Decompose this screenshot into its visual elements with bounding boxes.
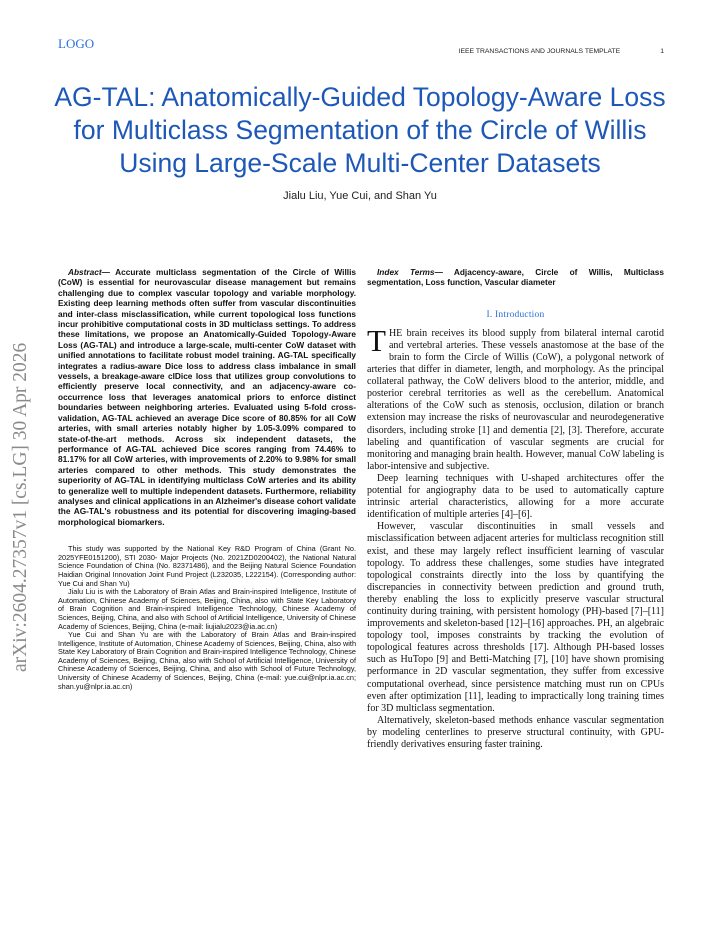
paragraph: Deep learning techniques with U-shaped architectures offer the potential for angiography data to be used to automatically capture intrinsic arterial characteristics, allowing for a more accurate identification of multiple arteries [4]–[6]. — [367, 472, 664, 521]
footnote-affiliation: Yue Cui and Shan Yu are with the Laboratory of Brain Atlas and Brain-inspired Intelligence, Institute of Automation, Chinese Academy of Sciences, Beijing, China, also with State Key Laboratory of Brain Cognition and Brain-inspired Intelligence Technology, Chinese Academy of Sciences, Beijing, China, also with School of Artificial Intelligence, University of Chinese Academy of Sciences, Beijing, China, and also with School of Future Technology, University of Chinese Academy of Sciences, Beijing, China (e-mail: yue.cui@nlpr.ia.ac.cn; shan.yu@nlpr.ia.ac.cn) — [58, 630, 356, 691]
author-list: Jialu Liu, Yue Cui, and Shan Yu — [283, 190, 437, 202]
footnotes — [58, 545, 356, 691]
paragraph-text: HE brain receives its blood supply from bilateral internal carotid and vertebral arteries. These vessels anastomose at the base of the brain to form the Circle of Willis (CoW), a polygonal network of arteries that differ in diameter, length, and morphology. As the principal collateral pathway, the CoW delivers blood to the anterior, middle, and posterior cerebral territories as well as the cerebellum. Anatomical alterations of the CoW such as stenosis, occlusion, dilation or branch extension may increase the risks of neurovascular and neurodegenerative disorders, including stroke [1] and dementia [2], [3]. Therefore, accurate labeling and quantification of vascular segments are crucial for monitoring and managing brain health. However, manual CoW labeling is labor-intensive and subjective. — [367, 327, 664, 472]
running-header — [459, 48, 664, 55]
abstract — [58, 267, 356, 527]
paper-title: AG-TAL: Anatomically-Guided Topology-Aware Loss for Multiclass Segmentation of the Circle of Willis Using Large-Scale Multi-Center Datasets — [54, 82, 666, 178]
abstract-text: — Accurate multiclass segmentation of the Circle of Willis (CoW) is essential for neurovascular disease management but remains challenging due to complex vascular topology and variable morphology. Existing deep learning methods often suffer from vascular discontinuities and inter-class misclassification, while current topological loss functions incur prohibitive computational costs in 3D multiclass settings. To address these limitations, we propose an Anatomically-Guided Topology-Aware Loss (AG-TAL) and introduce a large-scale, multi-center CoW dataset with unified annotations to facilitate robust model training. AG-TAL specifically integrates a radius-aware Dice loss to address class imbalance in small vessels, a breakage-aware clDice loss that utilizes group convolutions to efficiently preserve local connectivity, and an adjacency-aware co-occurrence loss that leverages anatomical priors to enforce distinct boundaries between neighboring arteries. Evaluated using 5-fold cross-validation, AG-TAL achieved an average Dice score of 80.85% for all CoW arteries, with small arteries notably higher by 1.05-3.09% compared to state-of-the-art methods. Across six independent datasets, the performance of AG-TAL achieved Dice scores ranging from 74.46% to 81.17% for all CoW arteries, with improvements of 2.20% to 9.98% for small arteries compared to other methods. This study demonstrates the superiority of AG-TAL in identifying multiclass CoW arteries and its ability to generalize well to multiple independent datasets. Furthermore, reliability analyses and clinical applications in an Alzheimer's disease cohort validate the AG-TAL's robustness and its potential for discovering imaging-based morphological biomarkers. — [58, 267, 356, 527]
paragraph — [367, 322, 664, 473]
logo: LOGO — [58, 36, 95, 51]
left-column — [58, 267, 356, 691]
right-column — [367, 267, 664, 751]
page-number: 1 — [660, 48, 664, 55]
paragraph: Alternatively, skeleton-based methods enhance vascular segmentation by modeling centerlines to preserve structural continuity, with GPU-friendly derivatives ensuring faster training. — [367, 714, 664, 750]
footnote-funding: This study was supported by the National Key R&D Program of China (Grant No. 2025YFE0151200), STI 2030- Major Projects (No. 2021ZD0200402), the National Natural Science Foundation of China (No. 82371486), and the Beijing Natural Science Foundation Haidian Original Innovation Joint Fund Project (L232035, L222154). (Corresponding author: Yue Cui and Shan Yu) — [58, 544, 356, 588]
arxiv-stamp: arXiv:2604.27357v1 [cs.LG] 30 Apr 2026 — [10, 342, 31, 672]
section-heading: I. Introduction — [486, 309, 545, 320]
paragraph: However, vascular discontinuities in small vessels and misclassification between adjacent arteries for multiclass recognition still exist, and these may largely reflect insufficient learning of vascular topology. To address these challenges, some studies have integrated topological constraints directly into the loss by quantifying the discrepancies in connectivity between prediction and ground truth, thereby enabling the loss to explicitly preserve vascular structural continuity during training, with persistent homology (PH)-based [7]–[11] improvements and skeleton-based [12]–[16] approaches. PH, an algebraic topology tool, imposes constraints by tracking the evolution of topological features across thresholds [17]. Although PH-based losses such as HuTopo [9] and Betti-Matching [7], [10] have shown promising performance in 2D vascular segmentation, they suffer from excessive computational overhead, since persistence matching must run on CPUs even after optimization [11], leading to impractically long training times for 3D multiclass segmentation. — [367, 521, 664, 714]
index-terms-text: — Adjacency-aware, Circle of Willis, Multiclass segmentation, Loss function, Vascular diameter — [367, 267, 664, 288]
introduction-body — [367, 322, 664, 751]
abstract-label: Abstract — [68, 267, 102, 277]
index-terms — [367, 267, 664, 288]
footnote-affiliation: Jialu Liu is with the Laboratory of Brain Atlas and Brain-inspired Intelligence, Institute of Automation, Chinese Academy of Sciences, Beijing, China, also with State Key Laboratory of Brain Cognition and Brain-inspired Intelligence Technology, Chinese Academy of Sciences, Beijing, China, and also with School of Artificial Intelligence, University of Chinese Academy of Sciences, Beijing, China (e-mail: liujialu2023@ia.ac.cn) — [58, 587, 356, 631]
index-terms-label: Index Terms — [377, 267, 435, 277]
journal-name: IEEE TRANSACTIONS AND JOURNALS TEMPLATE — [458, 48, 621, 55]
drop-cap: T — [367, 322, 386, 358]
